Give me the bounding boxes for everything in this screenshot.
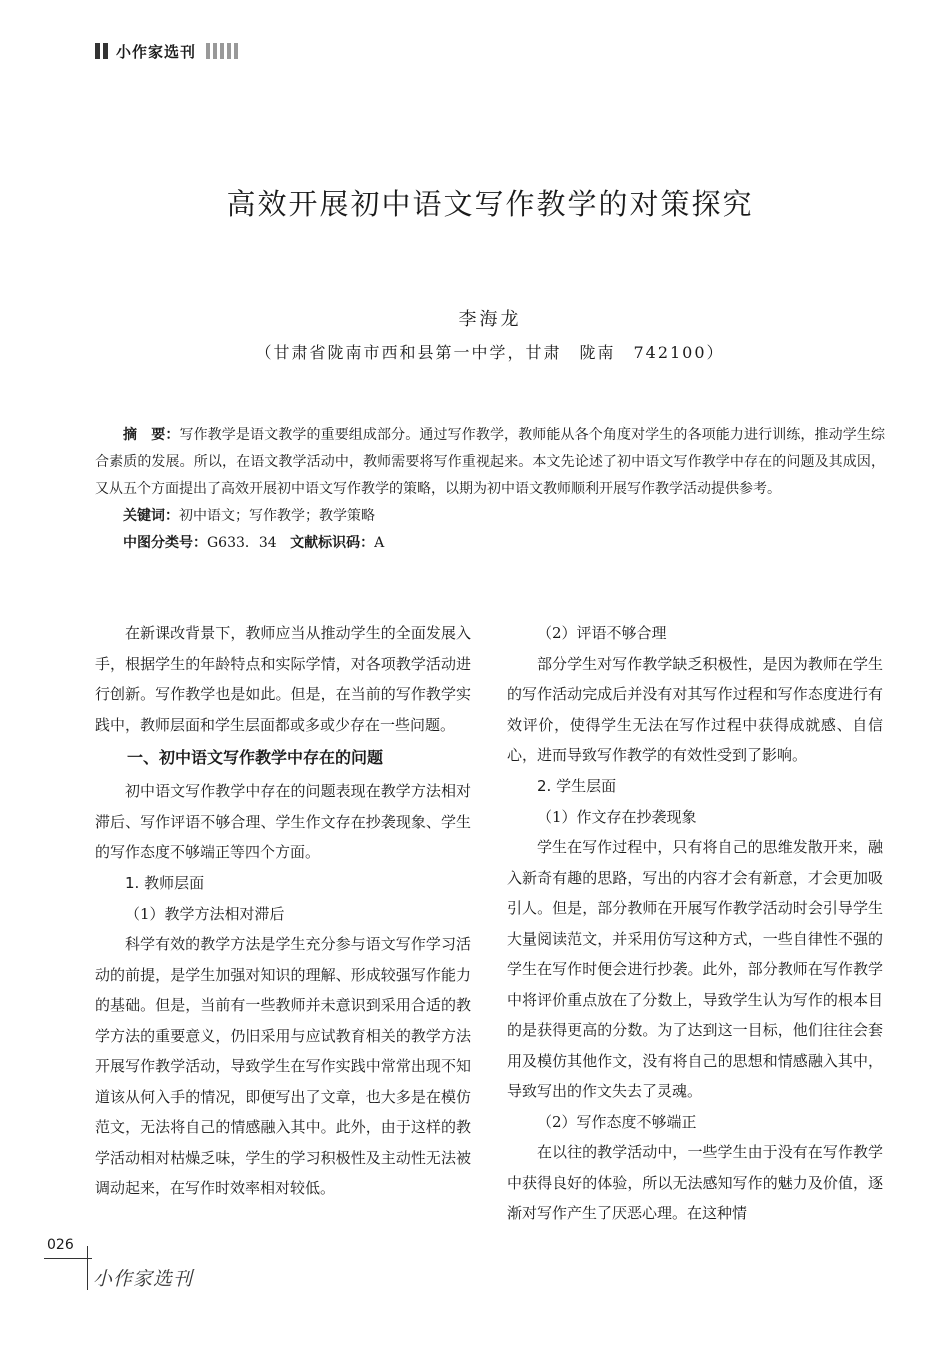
body-right-column bbox=[507, 618, 883, 1229]
body-left-column bbox=[95, 618, 471, 1204]
page-number: 026 bbox=[47, 1237, 74, 1253]
footer-journal-logo: 小作家选刊 bbox=[93, 1268, 194, 1290]
abstract-paragraph bbox=[95, 422, 885, 503]
subsubsection-heading: （1）作文存在抄袭现象 bbox=[537, 807, 697, 826]
clc-label: 中图分类号： bbox=[123, 535, 207, 551]
body-paragraph: 学生在写作过程中，只有将自己的思维发散开来，融入新奇有趣的思路，写出的内容才会有新意，才会更加吸引人。但是，部分教师在开展写作教学活动时会引导学生大量阅读范文，并采用仿写这种方式，一些自律性不强的学生在写作时便会进行抄袭。此外，部分教师在写作教学中将评价重点放在了分数上，导致学生认为写作的根本目的是获得更高的分数。为了达到这一目标，他们往往会套用及模仿其他作文，没有将自己的思想和情感融入其中，导致写出的作文失去了灵魂。 bbox=[507, 838, 883, 1100]
keywords-text: 初中语文；写作教学；教学策略 bbox=[179, 508, 375, 524]
doc-code-value: A bbox=[374, 535, 385, 551]
journal-header bbox=[95, 40, 241, 62]
article-title: 高效开展初中语文写作教学的对策探究 bbox=[226, 187, 754, 221]
author-name: 李海龙 bbox=[458, 309, 522, 330]
body-paragraph: 科学有效的教学方法是学生充分参与语文写作学习活动的前提，是学生加强对知识的理解、形成较强写作能力的基础。但是，当前有一些教师并未意识到采用合适的教学方法的重要意义，仍旧采用与应试教育相关的教学方法开展写作教学活动，导致学生在写作实践中常常出现不知道该从何入手的情况，即便写出了文章，也大多是在模仿范文，无法将自己的情感融入其中。此外，由于这样的教学活动相对枯燥乏味，学生的学习积极性及主动性无法被调动起来，在写作时效率相对较低。 bbox=[95, 935, 471, 1197]
section-heading: 一、初中语文写作教学中存在的问题 bbox=[127, 748, 384, 767]
keywords-label: 关键词： bbox=[123, 508, 179, 524]
subsubsection-heading: （2）写作态度不够端正 bbox=[537, 1112, 697, 1131]
header-bar-mark bbox=[227, 43, 231, 59]
header-bar-mark bbox=[95, 43, 100, 59]
doc-code-label: 文献标识码： bbox=[290, 535, 375, 551]
subsubsection-heading: （2）评语不够合理 bbox=[537, 624, 667, 642]
footer-rule bbox=[44, 1258, 92, 1259]
header-bar-mark bbox=[220, 43, 224, 59]
clc-value: G633．34 bbox=[207, 535, 277, 551]
abstract-text: 写作教学是语文教学的重要组成部分。通过写作教学，教师能从各个角度对学生的各项能力进行训练，推动学生综合素质的发展。所以，在语文教学活动中，教师需要将写作重视起来。本文先论述了初中语文写作教学中存在的问题及其成因，又从五个方面提出了高效开展初中语文写作教学的策略，以期为初中语文教师顺利开展写作教学活动提供参考。 bbox=[95, 427, 885, 497]
subsubsection-heading: （1）教学方法相对滞后 bbox=[125, 904, 285, 923]
header-bar-mark bbox=[234, 43, 238, 59]
abstract-block bbox=[95, 422, 885, 557]
footer-divider bbox=[87, 1246, 88, 1290]
abstract-label: 摘 要： bbox=[123, 427, 180, 443]
body-paragraph: 初中语文写作教学中存在的问题表现在教学方法相对滞后、写作评语不够合理、学生作文存在抄袭现象、学生的写作态度不够端正等四个方面。 bbox=[95, 782, 471, 861]
header-bar-mark bbox=[103, 43, 108, 59]
body-paragraph: 在以往的教学活动中，一些学生由于没有在写作教学中获得良好的体验，所以无法感知写作的魅力及价值，逐渐对写作产生了厌恶心理。在这种情 bbox=[507, 1143, 883, 1222]
header-bar-mark bbox=[206, 43, 210, 59]
subsection-heading: 2. 学生层面 bbox=[537, 776, 617, 795]
journal-name: 小作家选刊 bbox=[116, 42, 197, 61]
header-bar-mark bbox=[213, 43, 217, 59]
body-paragraph: 部分学生对写作教学缺乏积极性，是因为教师在学生的写作活动完成后并没有对其写作过程和写作态度进行有效评价，使得学生无法在写作过程中获得成就感、自信心，进而导致写作教学的有效性受到了影响。 bbox=[507, 654, 883, 764]
intro-paragraph: 在新课改背景下，教师应当从推动学生的全面发展入手，根据学生的年龄特点和实际学情，对各项教学活动进行创新。写作教学也是如此。但是，在当前的写作教学实践中，教师层面和学生层面都或多或少存在一些问题。 bbox=[95, 624, 471, 734]
author-affiliation: （甘肃省陇南市西和县第一中学，甘肃 陇南 742100） bbox=[255, 343, 725, 362]
classification-line bbox=[95, 530, 885, 557]
keywords-line bbox=[95, 503, 885, 530]
subsection-heading: 1. 教师层面 bbox=[125, 873, 205, 892]
